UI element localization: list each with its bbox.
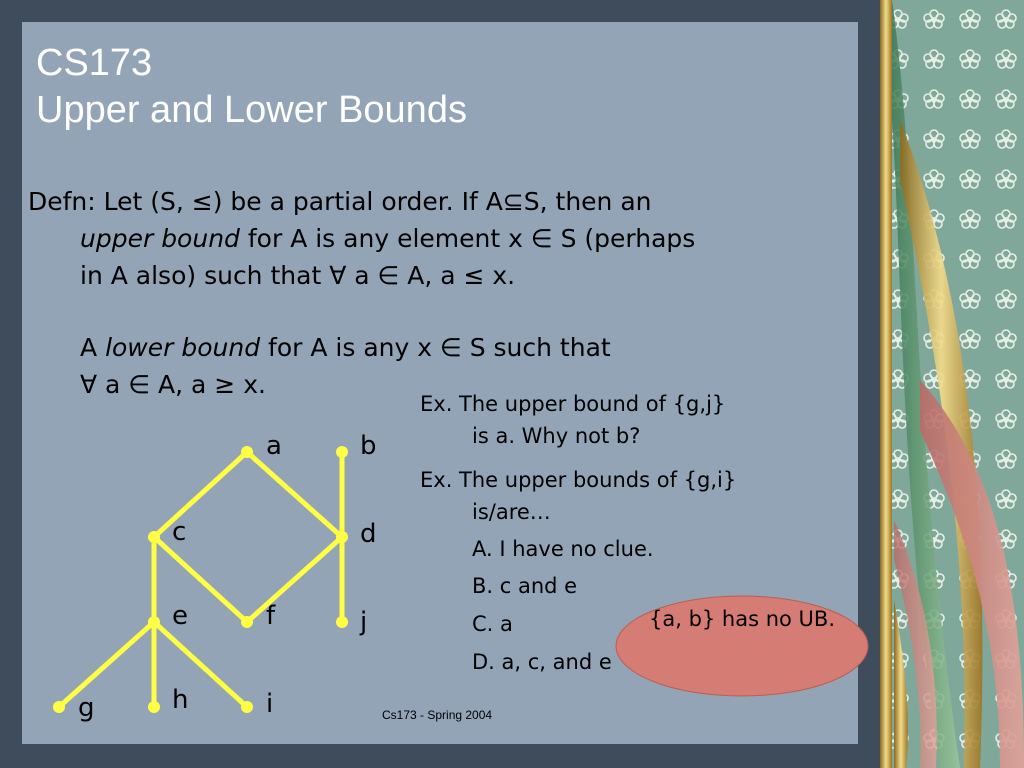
node-label-a: a — [266, 431, 282, 461]
node-label-i: i — [266, 689, 274, 719]
node-f — [241, 616, 253, 628]
definition-line-4-rest: for A is any x ∈ S such that — [260, 333, 611, 362]
definition-line-1: Defn: Let (S, ≤) be a partial order. If A⊆S, then an — [28, 187, 652, 216]
answer-option-d: D. a, c, and e — [472, 650, 612, 674]
node-label-j: j — [360, 607, 368, 637]
node-b — [336, 446, 348, 458]
edge-a-d — [247, 452, 342, 537]
example-1-line-2: is a. Why not b? — [472, 424, 641, 448]
node-label-h: h — [172, 685, 189, 715]
node-label-g: g — [78, 693, 95, 723]
decorative-side-panel — [880, 0, 1024, 768]
node-label-e: e — [172, 601, 188, 631]
answer-option-a: A. I have no clue. — [472, 537, 654, 561]
example-1-line-1: Ex. The upper bound of {g,j} — [420, 392, 726, 416]
node-label-c: c — [172, 517, 187, 547]
edge-c-f — [154, 537, 247, 622]
node-label-b: b — [360, 431, 377, 461]
node-j — [336, 616, 348, 628]
definition-line-3: in A also) such that ∀ a ∈ A, a ≤ x. — [80, 261, 516, 290]
node-e — [148, 616, 160, 628]
edge-e-g — [59, 622, 154, 707]
definition-line-2-rest: for A is any element x ∈ S (perhaps — [239, 224, 696, 253]
node-label-d: d — [360, 519, 377, 549]
title-topic: Upper and Lower Bounds — [36, 89, 467, 131]
edge-d-f — [247, 537, 342, 622]
answer-option-c: C. a — [472, 612, 513, 636]
node-h — [148, 701, 160, 713]
upper-bound-term: upper bound — [80, 224, 240, 253]
edge-a-c — [154, 452, 247, 537]
node-g — [53, 701, 65, 713]
node-c — [148, 531, 160, 543]
node-a — [241, 446, 253, 458]
definition-line-4-pre: A — [80, 333, 106, 362]
example-2-line-2: is/are… — [472, 500, 551, 524]
lower-bound-term: lower bound — [105, 333, 261, 362]
definition-line-5: ∀ a ∈ A, a ≥ x. — [80, 370, 266, 399]
example-2-line-1: Ex. The upper bounds of {g,i} — [420, 468, 737, 492]
answer-option-b: B. c and e — [472, 574, 578, 598]
edge-e-i — [154, 622, 247, 707]
floral-pattern-image — [880, 0, 1024, 768]
node-i — [241, 701, 253, 713]
node-label-f: f — [266, 601, 276, 631]
title-course: CS173 — [36, 42, 153, 84]
slide-footer: Cs173 - Spring 2004 — [382, 708, 493, 722]
callout-text: {a, b} has no UB. — [648, 607, 836, 631]
node-d — [336, 531, 348, 543]
